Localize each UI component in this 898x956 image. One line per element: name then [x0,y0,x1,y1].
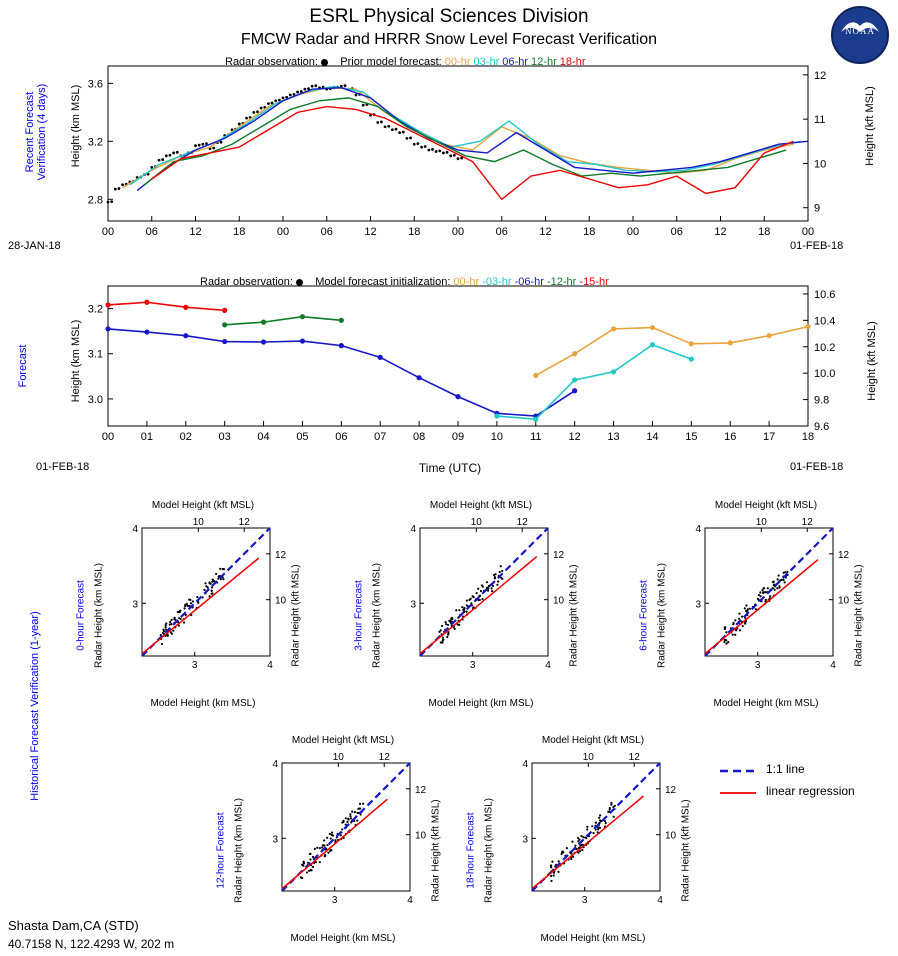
svg-text:06: 06 [335,431,348,443]
axis-label-right-12hr: Radar Height (kft MSL) [430,799,442,902]
legend-mid: Radar observation: Model forecast initialization: 00-hr -03-hr -06-hr -12-hr -15-hr [200,276,609,288]
svg-text:00: 00 [101,431,115,443]
svg-text:10: 10 [490,431,504,443]
svg-text:11: 11 [530,431,542,443]
svg-text:10: 10 [470,517,482,528]
svg-text:09: 09 [451,431,465,443]
svg-text:00: 00 [801,226,815,238]
svg-text:06: 06 [320,226,333,238]
page-title: ESRL Physical Sciences Division [309,6,589,27]
legend-mid-item-00hr: 00-hr [453,276,480,288]
axis-label-bottom-18hr: Model Height (km MSL) [540,933,646,944]
svg-text:05: 05 [296,431,309,443]
svg-text:12: 12 [801,517,813,528]
svg-text:3: 3 [695,599,701,611]
axis-label-forecast-y-right: Height (kft MSL) [866,321,878,401]
plot-area-hist-0-hour [100,516,300,716]
axis-label-bottom-6hr: Model Height (km MSL) [713,698,819,709]
svg-text:00: 00 [626,226,640,238]
legend-mid-item-m03hr: -03-hr [482,276,512,288]
svg-text:15: 15 [685,431,698,443]
chart-recent-forecast-verification [60,52,860,252]
svg-text:18: 18 [408,226,421,238]
svg-text:4: 4 [267,660,273,671]
legend-item-12hr: 12-hr [531,56,557,68]
svg-text:00: 00 [276,226,290,238]
svg-text:9.8: 9.8 [814,394,830,407]
axis-label-left-18hr: Radar Height (km MSL) [483,797,495,904]
svg-text:3.2: 3.2 [87,136,103,149]
axis-label-top-18hr: Model Height (kft MSL) [541,735,645,746]
svg-text:10: 10 [814,158,827,171]
svg-text:10: 10 [332,752,344,763]
svg-text:07: 07 [374,431,387,443]
legend-mid-item-m06hr: -06-hr [514,276,544,288]
svg-text:12: 12 [628,752,640,763]
svg-text:10: 10 [415,830,427,842]
axis-label-bottom-12hr: Model Height (km MSL) [290,933,396,944]
plot-area-forecast [60,272,860,452]
regression-line-icon [718,786,758,800]
recent-date-left: 28-JAN-18 [8,240,61,252]
svg-text:3: 3 [191,660,198,671]
panel-label-18hr: 18-hour Forecast [465,812,477,889]
svg-text:12: 12 [275,549,287,561]
axis-label-right-18hr: Radar Height (kft MSL) [680,799,692,902]
svg-text:01: 01 [140,431,154,443]
svg-text:3: 3 [522,834,528,846]
legend-obs-dot-icon [321,59,328,66]
one-to-one-line-icon [718,764,758,778]
svg-text:12: 12 [415,784,427,796]
axis-label-left-6hr: Radar Height (km MSL) [656,562,668,669]
svg-text:12: 12 [553,549,565,561]
svg-text:18: 18 [801,431,815,443]
svg-text:3.0: 3.0 [87,393,103,406]
svg-text:3.6: 3.6 [87,78,103,91]
legend-mid-item-m15hr: -15-hr [579,276,609,288]
legend-label-one-to-one: 1:1 line [766,762,805,776]
svg-text:18: 18 [583,226,596,238]
svg-text:14: 14 [646,431,659,443]
axis-label-left-0hr: Radar Height (km MSL) [93,562,105,669]
svg-text:12: 12 [516,517,528,528]
plot-area-recent [60,52,860,252]
svg-text:10: 10 [838,595,850,607]
axis-label-top-3hr: Model Height (kft MSL) [429,500,533,511]
svg-text:3.2: 3.2 [87,303,103,316]
axis-label-forecast-x: Time (UTC) [418,461,482,475]
svg-text:10.2: 10.2 [814,341,836,354]
svg-text:3: 3 [581,895,588,906]
noaa-logo-text: NOAA [845,26,875,36]
svg-text:3: 3 [754,660,761,671]
axis-label-top-12hr: Model Height (kft MSL) [291,735,395,746]
axis-label-forecast-y-left: Height (km MSL) [70,319,82,403]
svg-text:4: 4 [657,895,663,906]
svg-text:12: 12 [814,69,827,82]
svg-text:9: 9 [814,202,821,215]
recent-date-right: 01-FEB-18 [790,240,844,252]
panel-label-12hr: 12-hour Forecast [215,812,227,889]
axis-label-left-12hr: Radar Height (km MSL) [233,797,245,904]
svg-text:10.4: 10.4 [814,315,836,328]
svg-text:04: 04 [257,431,270,443]
svg-text:17: 17 [762,431,776,443]
svg-text:3: 3 [410,599,416,611]
plot-area-hist-12-hour [240,751,440,951]
side-label-historical: Historical Forecast Verification (1-year) [29,611,41,801]
svg-text:12: 12 [838,549,850,561]
svg-text:12: 12 [539,226,552,238]
axis-label-recent-y-right: Height (kft MSL) [864,86,876,166]
side-label-forecast: Forecast [17,344,29,388]
axis-label-right-0hr: Radar Height (kft MSL) [290,564,302,667]
svg-text:10: 10 [755,517,767,528]
svg-text:12: 12 [714,226,727,238]
svg-text:4: 4 [522,759,528,770]
svg-text:3.1: 3.1 [87,348,103,361]
axis-label-top-6hr: Model Height (kft MSL) [714,500,818,511]
svg-text:10.6: 10.6 [814,288,836,301]
legend-label-regression: linear regression [766,784,855,798]
panel-label-6hr: 6-hour Forecast [638,580,650,651]
svg-text:10: 10 [665,830,677,842]
svg-text:13: 13 [607,431,620,443]
forecast-date-right: 01-FEB-18 [790,461,844,473]
svg-text:3: 3 [272,834,278,846]
svg-text:4: 4 [695,524,701,535]
panel-label-3hr: 3-hour Forecast [353,580,365,651]
svg-text:10.0: 10.0 [814,368,836,381]
axis-label-left-3hr: Radar Height (km MSL) [371,562,383,669]
station-name: Shasta Dam,CA (STD) [8,918,139,933]
svg-text:12: 12 [568,431,581,443]
axis-label-bottom-0hr: Model Height (km MSL) [150,698,256,709]
svg-text:4: 4 [407,895,413,906]
legend-item-06hr: 06-hr [502,56,528,68]
svg-text:00: 00 [101,226,115,238]
plot-area-hist-18-hour [490,751,690,951]
svg-text:18: 18 [233,226,246,238]
svg-text:10: 10 [192,517,204,528]
svg-text:10: 10 [582,752,594,763]
svg-text:12: 12 [378,752,390,763]
svg-text:16: 16 [724,431,737,443]
svg-text:03: 03 [218,431,231,443]
svg-text:3: 3 [331,895,338,906]
svg-text:12: 12 [665,784,677,796]
forecast-date-left: 01-FEB-18 [36,461,90,473]
axis-label-recent-y-left: Height (km MSL) [70,84,82,168]
svg-text:11: 11 [814,114,826,127]
side-label-recent: Recent Forecast Verification (4 days) [24,83,48,181]
svg-text:4: 4 [830,660,836,671]
svg-text:10: 10 [275,595,287,607]
legend-item-03hr: 03-hr [473,56,500,68]
chart-forecast [60,272,860,452]
axis-label-bottom-3hr: Model Height (km MSL) [428,698,534,709]
svg-text:4: 4 [410,524,416,535]
svg-text:9.6: 9.6 [814,421,830,433]
legend-top: Radar observation: Prior model forecast: 00-hr 03-hr 06-hr 12-hr 18-hr [225,56,586,68]
svg-text:00: 00 [451,226,465,238]
legend-item-18hr: 18-hr [559,56,586,68]
svg-text:2.8: 2.8 [87,194,103,207]
svg-text:3: 3 [132,599,138,611]
plot-area-hist-3-hour [378,516,578,716]
axis-label-right-6hr: Radar Height (kft MSL) [853,564,865,667]
svg-text:12: 12 [238,517,250,528]
svg-text:3: 3 [469,660,476,671]
svg-text:4: 4 [272,759,278,770]
svg-text:06: 06 [145,226,158,238]
panel-label-0hr: 0-hour Forecast [75,580,87,651]
axis-label-right-3hr: Radar Height (kft MSL) [568,564,580,667]
legend-mid-item-m12hr: -12-hr [547,276,577,288]
svg-text:06: 06 [495,226,508,238]
station-coords: 40.7158 N, 122.4293 W, 202 m [8,937,175,951]
legend-obs-dot-icon-mid [296,279,303,286]
svg-text:18: 18 [758,226,771,238]
svg-text:12: 12 [189,226,202,238]
plot-area-hist-6-hour [663,516,863,716]
svg-text:4: 4 [132,524,138,535]
page-subtitle: FMCW Radar and HRRR Snow Level Forecast Verification [240,31,658,48]
svg-text:08: 08 [412,431,426,443]
legend-item-00hr: 00-hr [444,56,471,68]
svg-text:4: 4 [545,660,551,671]
svg-text:12: 12 [364,226,377,238]
axis-label-top-0hr: Model Height (kft MSL) [151,500,255,511]
svg-text:02: 02 [179,431,192,443]
svg-text:10: 10 [553,595,565,607]
svg-text:06: 06 [670,226,683,238]
